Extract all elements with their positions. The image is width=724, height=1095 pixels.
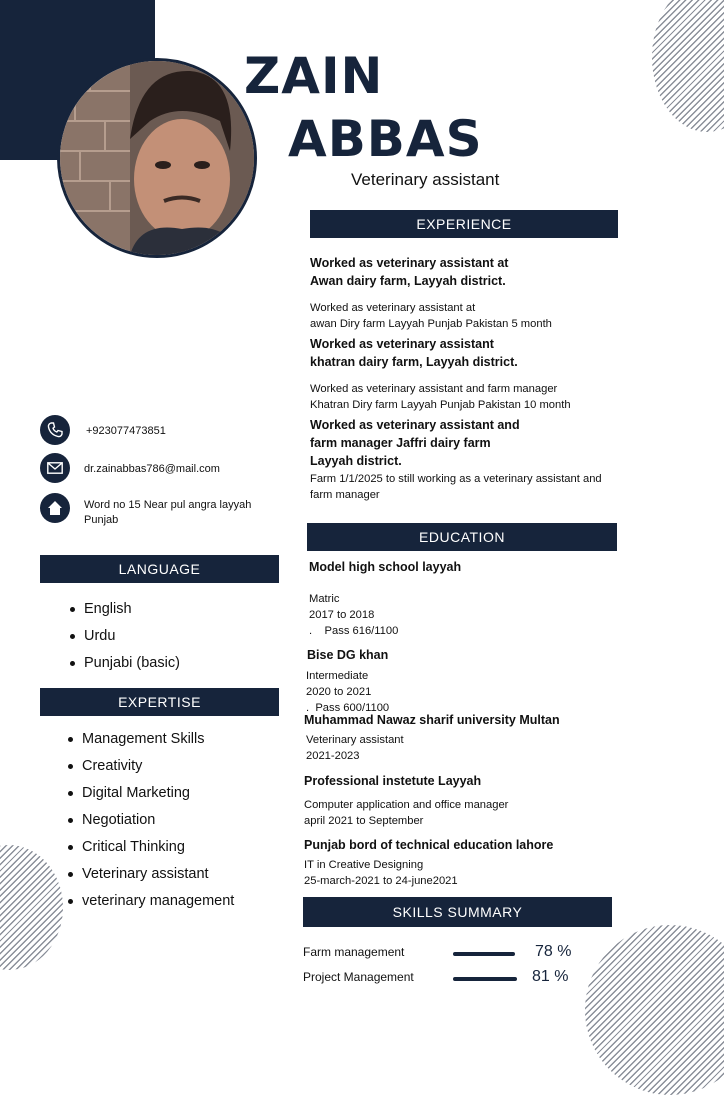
avatar-illustration bbox=[60, 61, 254, 255]
education-2-line: 2020 to 2021 bbox=[306, 686, 372, 698]
list-item: Critical Thinking bbox=[64, 834, 234, 861]
list-item: English bbox=[66, 596, 180, 623]
experience-item-2-heading bbox=[310, 335, 518, 371]
education-heading: EDUCATION bbox=[307, 523, 617, 551]
phone-icon bbox=[40, 415, 70, 445]
experience-2-heading-line: Worked as veterinary assistant bbox=[310, 337, 494, 351]
education-3-line: Veterinary assistant bbox=[306, 734, 404, 746]
education-1-line: Matric bbox=[309, 593, 340, 605]
education-2-line: . Pass 600/1100 bbox=[306, 702, 390, 714]
mail-icon bbox=[40, 453, 70, 483]
job-title: Veterinary assistant bbox=[351, 170, 500, 189]
experience-3-heading-line: farm manager Jaffri dairy farm bbox=[310, 436, 491, 450]
list-item: Digital Marketing bbox=[64, 780, 234, 807]
address-text: Word no 15 Near pul angra layyah Punjab bbox=[84, 499, 252, 526]
education-5-line: 25-march-2021 to 24-june2021 bbox=[304, 875, 458, 887]
hatched-circle-top-right bbox=[652, 0, 724, 132]
experience-item-3-heading bbox=[310, 416, 520, 470]
skill-row bbox=[303, 944, 603, 962]
education-1-school: Model high school layyah bbox=[309, 560, 462, 574]
education-4-details bbox=[304, 797, 508, 829]
experience-item-1-heading bbox=[310, 254, 508, 290]
education-4-line: Computer application and office manager bbox=[304, 799, 509, 811]
last-name: ABBAS bbox=[288, 110, 483, 168]
first-name: ZAIN bbox=[244, 47, 384, 105]
list-item: Creativity bbox=[64, 753, 234, 780]
experience-2-detail-line: Khatran Diry farm Layyah Punjab Pakistan 10 month bbox=[310, 399, 571, 411]
language-heading: LANGUAGE bbox=[40, 555, 279, 583]
list-item: Management Skills bbox=[64, 726, 234, 753]
education-4-line: april 2021 to September bbox=[304, 815, 424, 827]
experience-heading: EXPERIENCE bbox=[310, 210, 618, 238]
experience-item-1-detail bbox=[310, 300, 552, 332]
skill-percent: 81 % bbox=[532, 968, 569, 985]
experience-1-heading-line: Awan dairy farm, Layyah district. bbox=[310, 274, 506, 288]
experience-3-heading-line: Worked as veterinary assistant and bbox=[310, 418, 520, 432]
phone-text: +923077473851 bbox=[86, 425, 166, 437]
education-2-details bbox=[306, 668, 389, 716]
experience-3-detail-line: Farm 1/1/2025 to still working as a veterinary assistant and bbox=[310, 473, 602, 485]
education-1-line: 2017 to 2018 bbox=[309, 609, 375, 621]
contact-phone bbox=[40, 415, 290, 447]
education-1-details bbox=[309, 591, 398, 639]
education-3-line: 2021-2023 bbox=[306, 750, 360, 762]
expertise-heading: EXPERTISE bbox=[40, 688, 279, 716]
experience-2-detail-line: Worked as veterinary assistant and farm manager bbox=[310, 383, 558, 395]
skill-percent: 78 % bbox=[535, 943, 572, 960]
education-3-school: Muhammad Nawaz sharif university Multan bbox=[304, 713, 560, 727]
experience-1-detail-line: awan Diry farm Layyah Punjab Pakistan 5 month bbox=[310, 318, 552, 330]
education-5-school: Punjab bord of technical education lahore bbox=[304, 838, 554, 852]
education-5-details bbox=[304, 857, 458, 889]
skill-level-bar bbox=[453, 952, 515, 956]
email-text: dr.zainabbas786@mail.com bbox=[84, 463, 220, 475]
experience-3-detail-line: farm manager bbox=[310, 489, 380, 501]
list-item: veterinary management bbox=[64, 888, 234, 915]
list-item: Negotiation bbox=[64, 807, 234, 834]
skills-summary-heading: SKILLS SUMMARY bbox=[303, 897, 612, 927]
experience-2-heading-line: khatran dairy farm, Layyah district. bbox=[310, 355, 518, 369]
education-3-details bbox=[306, 732, 404, 764]
contact-email bbox=[40, 453, 290, 485]
education-1-line: . Pass 616/1100 bbox=[309, 625, 399, 637]
profile-photo bbox=[57, 58, 257, 258]
experience-1-heading-line: Worked as veterinary assistant at bbox=[310, 256, 509, 270]
hatched-circle-bottom-right bbox=[585, 925, 724, 1095]
expertise-list bbox=[64, 726, 234, 915]
education-2-line: Intermediate bbox=[306, 670, 369, 682]
list-item: Veterinary assistant bbox=[64, 861, 234, 888]
experience-3-heading-line: Layyah district. bbox=[310, 454, 402, 468]
experience-item-2-detail bbox=[310, 381, 571, 413]
list-item: Urdu bbox=[66, 623, 180, 650]
education-5-line: IT in Creative Designing bbox=[304, 859, 424, 871]
language-list bbox=[66, 596, 180, 677]
experience-item-3-detail bbox=[310, 471, 602, 503]
skill-name: Project Management bbox=[303, 970, 414, 984]
hatched-circle-bottom-left bbox=[0, 845, 63, 970]
contact-address bbox=[40, 493, 290, 529]
skill-row bbox=[303, 969, 603, 987]
skill-level-bar bbox=[453, 977, 517, 981]
education-4-school: Professional instetute Layyah bbox=[304, 774, 482, 788]
home-icon bbox=[40, 493, 70, 523]
education-2-school: Bise DG khan bbox=[307, 648, 389, 662]
list-item: Punjabi (basic) bbox=[66, 650, 180, 677]
experience-1-detail-line: Worked as veterinary assistant at bbox=[310, 302, 476, 314]
skill-name: Farm management bbox=[303, 945, 405, 959]
